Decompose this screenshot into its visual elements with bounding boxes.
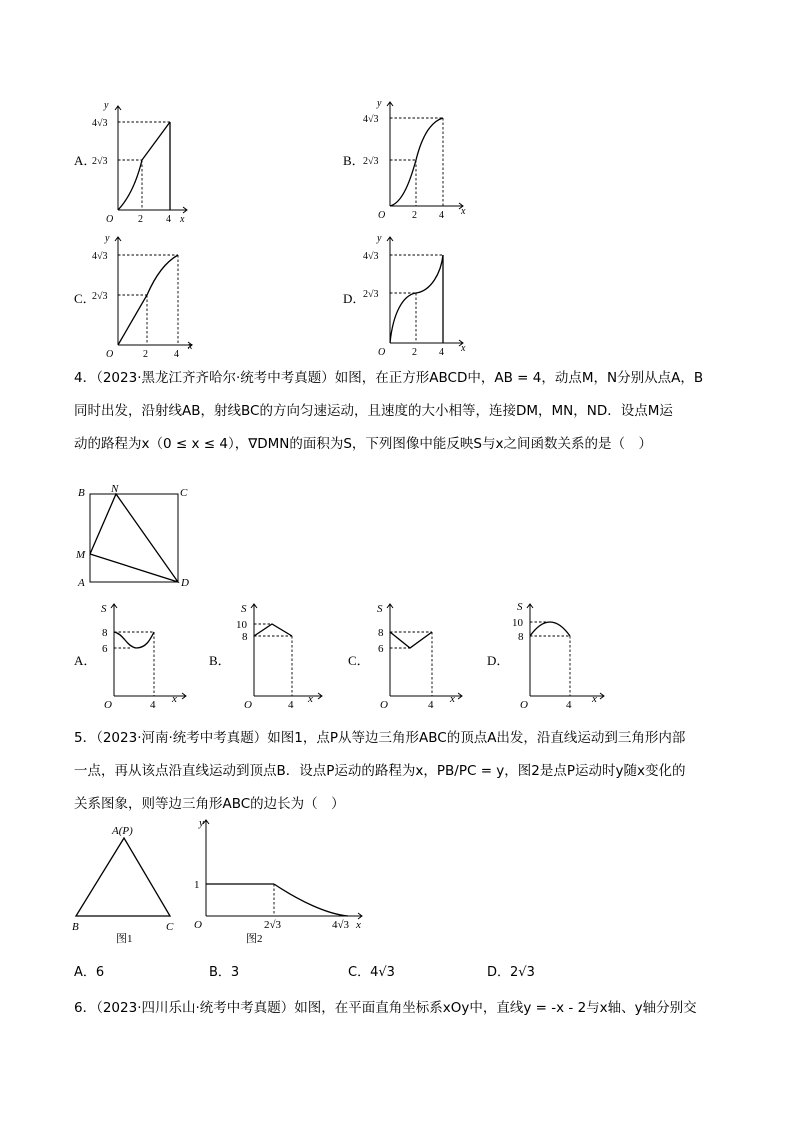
svg-text:O: O [106,349,114,360]
svg-text:C: C [166,921,174,933]
svg-text:A: A [78,577,85,589]
svg-text:x: x [172,693,177,705]
svg-text:4: 4 [150,699,156,711]
q3-option-b-label: B． [343,153,365,168]
q3-option-a-graph [92,98,202,225]
q5-graph-figure [186,816,376,946]
q4-option-a-label: A． [74,653,97,668]
svg-text:O: O [194,919,202,931]
q4-option-b-graph [232,600,332,710]
svg-text:1: 1 [194,879,200,891]
q3-option-d-graph [363,233,483,358]
svg-text:O: O [380,699,388,711]
svg-text:8: 8 [518,631,524,643]
svg-text:x: x [188,341,193,352]
svg-text:8: 8 [242,631,248,643]
svg-text:y: y [377,233,382,244]
svg-text:S: S [377,603,383,615]
svg-text:4√3: 4√3 [332,919,350,931]
svg-text:4: 4 [439,210,444,221]
svg-text:4: 4 [439,347,444,358]
svg-text:B: B [72,921,79,933]
svg-text:x: x [308,693,313,705]
q5-line-1: 5．（2023·河南·统考中考真题）如图1，点P从等边三角形ABC的顶点A出发，沿直线运动到三角形内部 [74,730,686,746]
q6-question-text [74,992,724,1025]
svg-text:O: O [378,347,386,358]
svg-text:x: x [356,919,361,931]
q4-option-c-label: C． [348,653,370,668]
svg-text:O: O [378,210,386,221]
svg-text:2: 2 [412,347,417,358]
svg-text:A(P): A(P) [112,825,133,837]
q4-question-text [74,362,724,461]
svg-text:y: y [105,233,110,244]
svg-text:4: 4 [428,699,434,711]
svg-text:O: O [104,699,112,711]
svg-text:2: 2 [143,349,148,360]
q4-line-2: 同时出发，沿射线AB，射线BC的方向匀速运动，且速度的大小相等，连接DM，MN，ND．设点M运 [74,403,673,419]
svg-text:2√3: 2√3 [92,291,108,302]
svg-text:8: 8 [102,627,108,639]
q4-option-b-label: B． [209,653,231,668]
q3-option-a-label: A． [74,153,97,168]
q4-option-d-label: D． [487,653,510,668]
svg-text:图1: 图1 [116,933,133,945]
q4-line-3: 动的路程为x（0 ≤ x ≤ 4），∇DMN的面积为S，下列图像中能反映S与x之间函数关系的是（ ） [74,436,652,452]
q3-option-b-graph [363,98,483,221]
q5-answer-d: D．2√3 [487,965,535,980]
svg-text:M: M [76,549,86,561]
q5-answer-a: A．6 [74,965,105,980]
svg-text:x: x [461,343,466,354]
svg-text:O: O [520,699,528,711]
svg-text:y: y [104,100,109,111]
q5-question-text [74,722,724,821]
svg-text:4: 4 [166,214,171,225]
svg-text:2√3: 2√3 [363,156,379,167]
svg-text:4√3: 4√3 [363,114,379,125]
q5-line-2: 一点，再从该点沿直线运动到顶点B．设点P运动的路程为x，PB/PC = y，图2是点P运动时y随x变化的 [74,763,686,779]
svg-text:x: x [180,214,185,225]
svg-text:x: x [592,693,597,705]
q4-option-c-graph [370,600,470,710]
svg-text:4: 4 [566,699,572,711]
q4-option-d-graph [510,600,610,710]
svg-text:S: S [241,603,247,615]
svg-text:2: 2 [138,214,143,225]
svg-text:D: D [181,577,189,589]
svg-text:O: O [244,699,252,711]
svg-text:x: x [461,206,466,217]
q3-option-c-label: C． [74,291,96,306]
svg-text:4√3: 4√3 [92,251,108,262]
svg-text:x: x [450,693,455,705]
svg-text:10: 10 [512,617,523,629]
q4-option-a-graph [96,600,196,710]
q3-option-c-graph [92,233,212,360]
svg-text:4: 4 [174,349,179,360]
svg-text:6: 6 [102,643,108,655]
svg-text:10: 10 [236,619,247,631]
svg-text:图2: 图2 [246,933,263,945]
q5-line-3: 关系图象，则等边三角形ABC的边长为（ ） [74,796,345,812]
svg-text:O: O [106,214,114,225]
svg-text:4: 4 [288,699,294,711]
svg-text:B: B [78,487,85,499]
q4-line-1: 4．（2023·黑龙江齐齐哈尔·统考中考真题）如图，在正方形ABCD中，AB = 4，动点M，N分别从点A，B [74,370,704,386]
svg-text:4√3: 4√3 [363,251,379,262]
svg-text:C: C [180,487,188,499]
svg-text:S: S [101,603,107,615]
svg-text:2√3: 2√3 [363,289,379,300]
q3-option-d-label: D． [343,291,366,306]
svg-text:4√3: 4√3 [92,118,108,129]
svg-text:2√3: 2√3 [92,156,108,167]
q4-square-figure [74,484,204,594]
svg-text:N: N [111,483,119,495]
q5-answer-c: C．4√3 [348,965,395,980]
svg-text:6: 6 [378,643,384,655]
q6-line-1: 6．（2023·四川乐山·统考中考真题）如图，在平面直角坐标系xOy中，直线y = -x - 2与x轴、y轴分别交 [74,1000,697,1016]
q5-triangle-figure [70,822,180,952]
q5-answer-b: B．3 [209,965,240,980]
svg-text:y: y [377,98,382,109]
svg-text:2: 2 [412,210,417,221]
svg-text:8: 8 [378,627,384,639]
svg-text:y: y [199,817,204,829]
svg-text:2√3: 2√3 [264,919,282,931]
svg-text:S: S [517,601,523,613]
